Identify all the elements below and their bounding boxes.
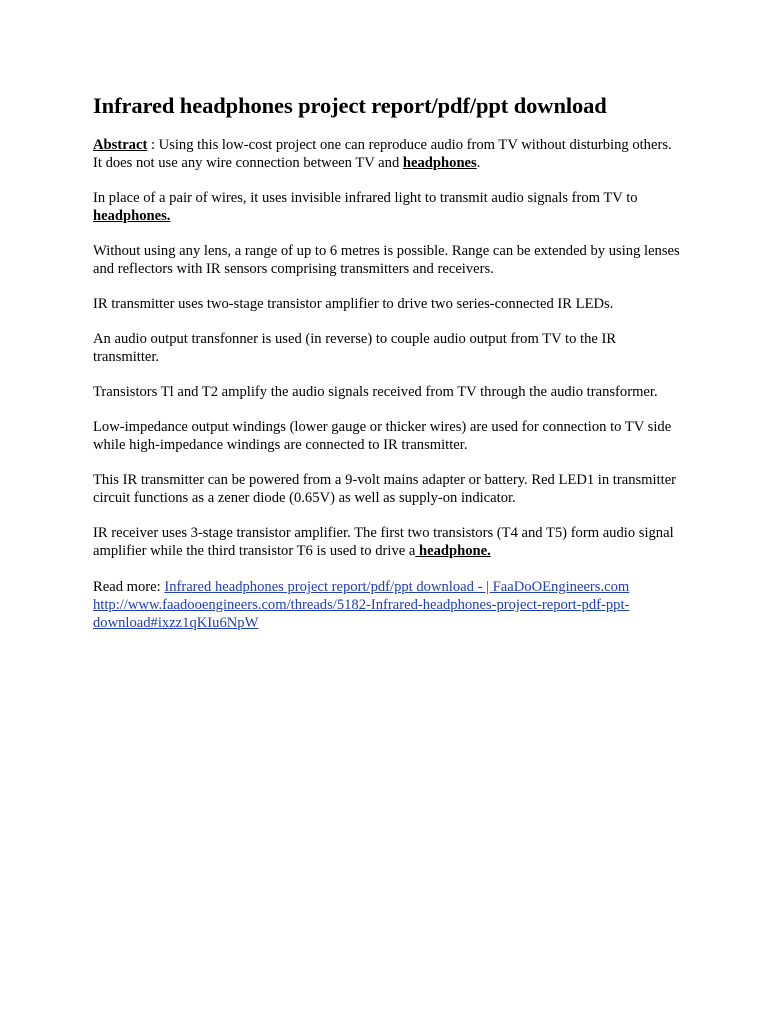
source-title-link[interactable]: Infrared headphones project report/pdf/ppt download - | FaaDoOEngineers.com bbox=[164, 579, 630, 595]
paragraph-2-emphasis: headphones. bbox=[93, 208, 171, 224]
document-page bbox=[93, 92, 683, 649]
read-more-label: Read more: bbox=[93, 579, 165, 595]
paragraph-windings: Low-impedance output windings (lower gauge or thicker wires) are used for connection to TV side while high-impedance windings are connected to IR transmitter. bbox=[93, 419, 672, 453]
paragraph-transistors: Transistors Tl and T2 amplify the audio signals received from TV through the audio transformer. bbox=[93, 384, 658, 400]
page-title: Infrared headphones project report/pdf/ppt download bbox=[93, 93, 607, 118]
abstract-paragraph bbox=[93, 136, 683, 172]
abstract-label: Abstract bbox=[93, 137, 148, 153]
read-more-paragraph bbox=[93, 578, 683, 632]
paragraph-9-emphasis: headphone. bbox=[415, 543, 491, 559]
paragraph-infrared-light bbox=[93, 189, 683, 225]
paragraph-ir-transmitter: IR transmitter uses two-stage transistor amplifier to drive two series-connected IR LEDs. bbox=[93, 296, 614, 312]
abstract-text-end: . bbox=[476, 155, 481, 171]
source-url-link[interactable]: http://www.faadooengineers.com/threads/5182-Infrared-headphones-project-report-pdf-ppt-download#ixzz1qKIu6NpW bbox=[93, 597, 630, 631]
abstract-emphasis: headphones bbox=[402, 155, 477, 171]
paragraph-9-text: IR receiver uses 3-stage transistor amplifier. The first two transistors (T4 and T5) form audio signal amplifier while the third transistor T6 is used to drive a bbox=[93, 525, 674, 559]
paragraph-ir-receiver bbox=[93, 524, 683, 560]
paragraph-range: Without using any lens, a range of up to 6 metres is possible. Range can be extended by using lenses and reflectors with IR sensors comprising transmitters and receivers. bbox=[93, 243, 680, 277]
paragraph-audio-transformer: An audio output transfonner is used (in reverse) to couple audio output from TV to the IR transmitter. bbox=[93, 331, 617, 365]
abstract-text: : Using this low-cost project one can reproduce audio from TV without disturbing others. It does not use any wire connection between TV and bbox=[93, 137, 672, 171]
paragraph-power: This IR transmitter can be powered from a 9-volt mains adapter or battery. Red LED1 in transmitter circuit functions as a zener diode (0.65V) as well as supply-on indicator. bbox=[93, 472, 677, 506]
paragraph-2-text: In place of a pair of wires, it uses invisible infrared light to transmit audio signals from TV to bbox=[93, 190, 638, 206]
